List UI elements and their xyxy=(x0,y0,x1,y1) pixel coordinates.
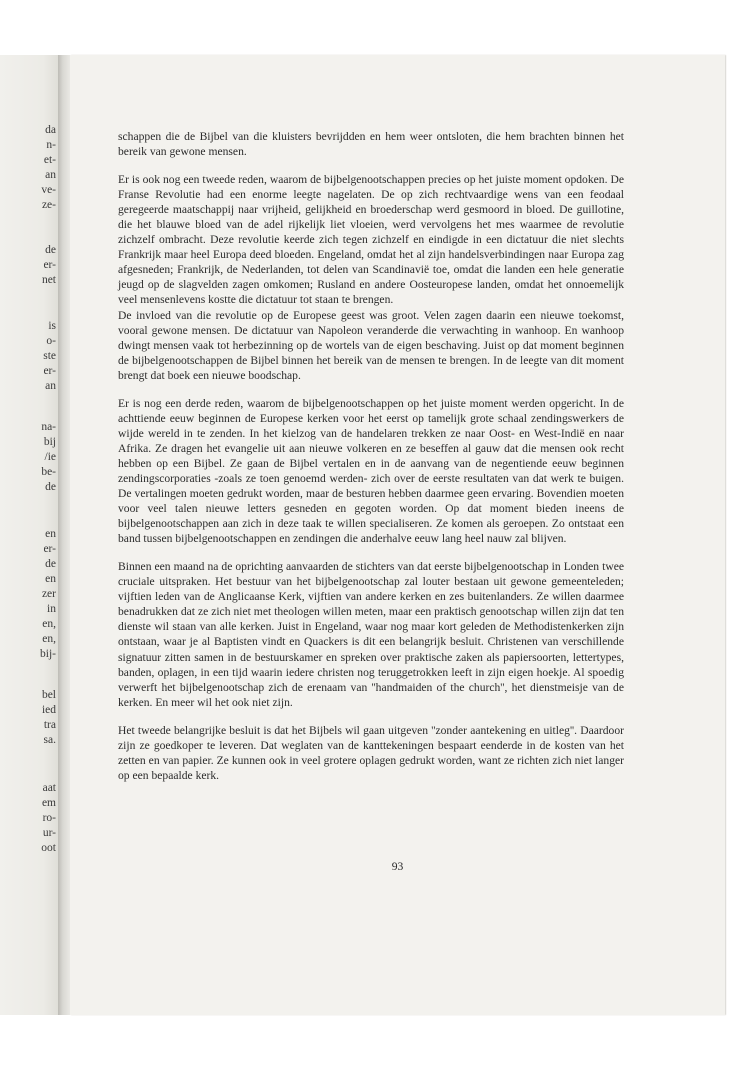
left-fragment: en, xyxy=(42,633,56,645)
left-fragment: tra xyxy=(43,719,56,731)
left-fragment: in xyxy=(47,603,56,615)
left-fragment: en xyxy=(45,573,56,585)
left-fragment: ur- xyxy=(42,827,56,839)
left-fragment: de xyxy=(45,558,56,570)
paragraph-5: Binnen een maand na de oprichting aanvaarden de stichters van dat eerste bijbelgenootschap in Londen twee cruciale uitspraken. Het bestuur van het bijbelgenootschap zal louter bestaan uit gewone gemeenteleden; vijftien leden van de Anglicaanse Kerk, vijftien van andere kerken en zes buitenlanders. Ze willen daarmee benadrukken dat ze zich niet met theologen willen meten, maar een praktisch genootschap willen zijn dat ten dienste wil staan van alle kerken. Juist in Engeland, waar nog maar kort geleden de Methodistenkerken zijn ontstaan, waar je al Baptisten vindt en Quackers is dit een belangrijk besluit. Christenen van verschillende signatuur zitten samen in de bestuurskamer en spreken over praktische zaken als papiersoorten, lettertypes, banden, oplagen, in een tijd waarin iedere christen nog teruggetrokken leeft in zijn eigen hoekje. Al spoedig verwerft het bijbelgenootschap zich de erenaam van ''handmaiden of the church'', het dienstmeisje van de kerken. En meer wil het ook niet zijn. xyxy=(118,560,624,709)
left-fragment: er- xyxy=(43,365,56,377)
left-fragment: de xyxy=(45,244,56,256)
left-fragment: en xyxy=(45,528,56,540)
left-fragment: /ie xyxy=(44,451,56,463)
left-fragment: bel xyxy=(41,689,56,701)
left-fragment: net xyxy=(41,274,56,286)
left-fragment: is xyxy=(48,320,56,332)
left-fragment: be- xyxy=(41,466,56,478)
left-fragment: bij xyxy=(43,436,56,448)
paragraph-1: schappen die de Bijbel van die kluisters bevrijdden en hem weer ontsloten, die hem brachten binnen het bereik van gewone mensen. xyxy=(118,130,624,159)
left-fragment: er- xyxy=(43,259,56,271)
right-page xyxy=(70,55,725,1015)
left-fragment: ze- xyxy=(41,199,56,211)
left-fragment: de xyxy=(45,481,56,493)
left-fragment: bij- xyxy=(40,648,56,660)
left-fragment: et- xyxy=(43,154,56,166)
left-fragment: ro- xyxy=(42,812,56,824)
paragraph-3: De invloed van die revolutie op de Europese geest was groot. Velen zagen daarin een nieuwe toekomst, vooral gewone mensen. De dictatuur van Napoleon veranderde die verwachting in wanhoop. En wanhoop dwingt mensen vaak tot herbezinning op de wortels van de eigen beschaving. Juist op dat moment beginnen de bijbelgenootschappen de Bijbel binnen het bereik van de mensen te brengen. In de leegte van dit moment brengt dat boek een nieuwe boodschap. xyxy=(118,308,624,382)
paragraph-4: Er is nog een derde reden, waarom de bijbelgenootschappen op het juiste moment werden opgericht. In de achttiende eeuw beginnen de Europese kerken voor het eerst op tamelijk grote schaal zendingswerkers de wijde wereld in te zenden. In het kielzog van de handelaren trekken ze naar Oost- en West-Indië en naar Afrika. Ze dragen het evangelie uit aan nieuwe volkeren en ze beseffen al gauw dat die mensen ook recht hebben op een Bijbel. Ze gaan de Bijbel vertalen en in de aanvang van de negentiende eeuw beginnen zendingscorporaties -zoals ze toen genoemd werden- zich over de eerste resultaten van dat werk te buigen. De vertalingen moeten gedrukt worden, maar de besturen hebben daarmee geen ervaring. Bovendien moeten voor veel talen nieuwe letters gesneden en gegoten worden. Op dat moment bieden ineens de bijbelgenootschappen aan zich in deze taak te willen specialiseren. Ze komen als geroepen. Zo ontstaat een band tussen bijbelgenootschappen en zendingen die anderhalve eeuw lang heel nauw zal blijven. xyxy=(118,396,624,546)
left-fragment: ste xyxy=(43,350,56,362)
left-fragment: ied xyxy=(41,704,56,716)
left-facing-page xyxy=(0,55,62,1015)
left-fragment: o- xyxy=(46,335,56,347)
left-fragment: zer xyxy=(41,588,56,600)
left-fragment: oot xyxy=(41,842,56,854)
left-fragment: n- xyxy=(46,139,56,151)
left-fragment: na- xyxy=(41,421,56,433)
left-fragment: an xyxy=(45,169,56,181)
left-fragment: ve- xyxy=(41,184,56,196)
left-fragment: en, xyxy=(42,618,56,630)
left-fragment: aat xyxy=(42,782,56,794)
left-fragment: sa. xyxy=(43,734,56,746)
page-number: 93 xyxy=(391,860,404,873)
paragraph-6: Het tweede belangrijke besluit is dat het Bijbels wil gaan uitgeven ''zonder aantekening en uitleg''. Daardoor zijn ze goedkoper te leveren. Dat weglaten van de kanttekeningen bespaart eenderde in de kosten van het zetten en van papier. Ze kunnen ook in veel grotere oplagen gedrukt worden, want ze richten zich niet langer op een bepaalde kerk. xyxy=(118,723,624,782)
left-fragment: da xyxy=(45,124,56,136)
left-fragment: an xyxy=(45,380,56,392)
left-fragment: em xyxy=(41,797,56,809)
paragraph-2: Er is ook nog een tweede reden, waarom de bijbelgenootschappen precies op het juiste moment opdoken. De Franse Revolutie had een enorme leegte nagelaten. De op zich rechtvaardige wens van een feodaal geregeerde maatschappij naar vrijheid, gelijkheid en broederschap werd gesmoord in bloed. De guillotine, die het blauwe bloed van de adel rijkelijk liet vloeien, werd vervolgens het mes waarmee de revolutie zichzelf ombracht. Deze revolutie keerde zich tegen zichzelf en eindigde in een dictatuur die niet slechts Frankrijk maar heel Europa deed bloeden. Engeland, omdat het al zijn handelsverbindingen naar Europa zag afgesneden; Frankrijk, de Nederlanden, tot delen van Scandinavië toe, omdat die landen een hele generatie jeugd op de slagvelden zagen omkomen; Rusland en andere Oosteuropese landen, omdat het onnoemelijk veel mensenlevens kostte die dictatuur tot staan te brengen. xyxy=(118,173,624,307)
body-text xyxy=(118,129,624,796)
left-fragment: er- xyxy=(43,543,56,555)
